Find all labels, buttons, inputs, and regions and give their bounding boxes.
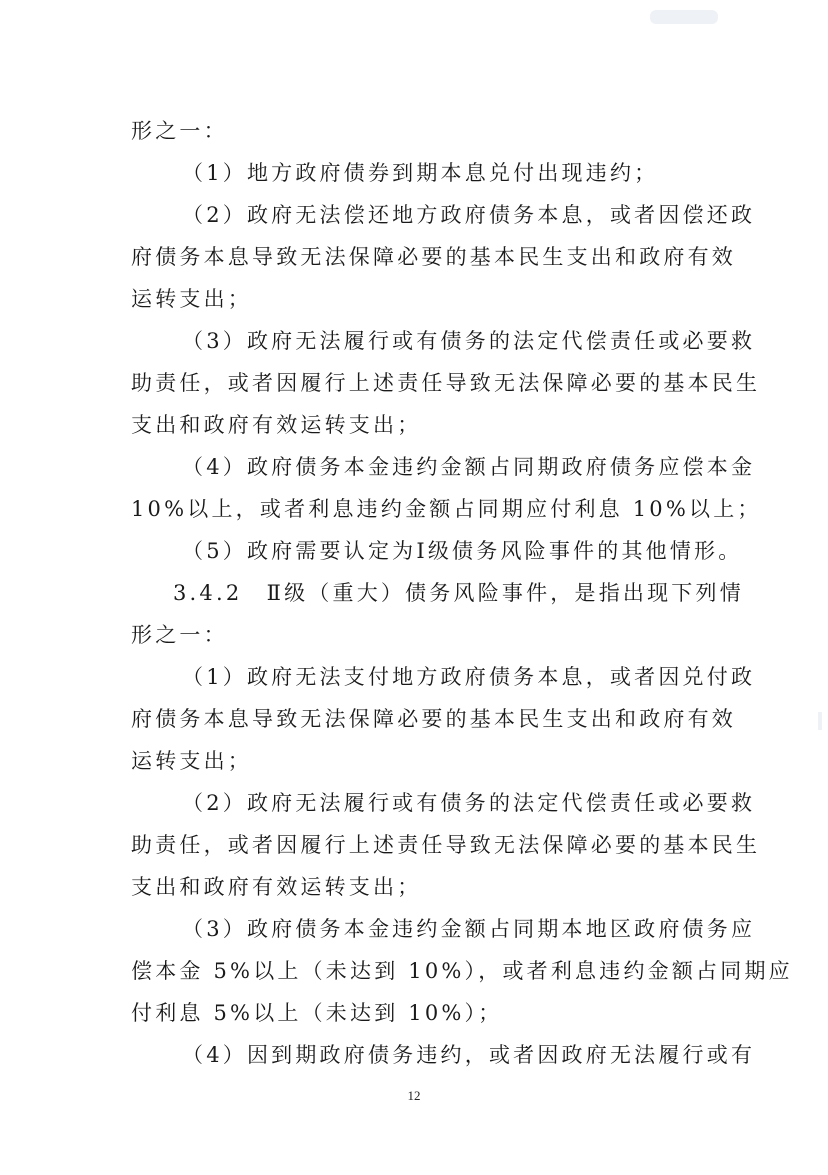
text-line: 助责任，或者因履行上述责任导致无法保障必要的基本民生 (131, 833, 761, 857)
text-line: （3）政府无法履行或有债务的法定代偿责任或必要救 (182, 329, 756, 353)
text-line: （2）政府无法履行或有债务的法定代偿责任或必要救 (182, 791, 756, 815)
text-line: （4）政府债务本金违约金额占同期政府债务应偿本金 (182, 455, 756, 479)
scan-artifact (650, 10, 718, 24)
body-text (131, 110, 793, 1076)
text-line: 付利息 5%以上（未达到 10%）； (131, 1001, 503, 1025)
text-line: 10%以上，或者利息违约金额占同期应付利息 10%以上； (131, 497, 762, 521)
text-line: （3）政府债务本金违约金额占同期本地区政府债务应 (182, 917, 756, 941)
text-line: 形之一： (131, 623, 228, 647)
text-line: 运转支出； (131, 287, 252, 311)
text-line: 助责任，或者因履行上述责任导致无法保障必要的基本民生 (131, 371, 761, 395)
text-line: 支出和政府有效运转支出； (131, 413, 422, 437)
text-line: （1）地方政府债券到期本息兑付出现违约； (182, 161, 659, 185)
section-heading-3-4-2: 3.4.2 Ⅱ级（重大）债务风险事件，是指出现下列情 (173, 581, 744, 605)
text-line: （5）政府需要认定为Ⅰ级债务风险事件的其他情形。 (182, 539, 743, 563)
text-line: 府债务本息导致无法保障必要的基本民生支出和政府有效 (131, 707, 736, 731)
text-line: 偿本金 5%以上（未达到 10%），或者利息违约金额占同期应 (131, 959, 793, 983)
text-line: 形之一： (131, 119, 228, 143)
page-number: 12 (407, 1088, 421, 1103)
text-line: （1）政府无法支付地方政府债务本息，或者因兑付政 (182, 665, 756, 689)
text-line: （4）因到期政府债务违约，或者因政府无法履行或有 (182, 1043, 756, 1067)
text-line: 支出和政府有效运转支出； (131, 875, 422, 899)
text-line: 府债务本息导致无法保障必要的基本民生支出和政府有效 (131, 245, 736, 269)
text-line: （2）政府无法偿还地方政府债务本息，或者因偿还政 (182, 203, 756, 227)
text-line: 运转支出； (131, 749, 252, 773)
scan-artifact (818, 712, 822, 730)
